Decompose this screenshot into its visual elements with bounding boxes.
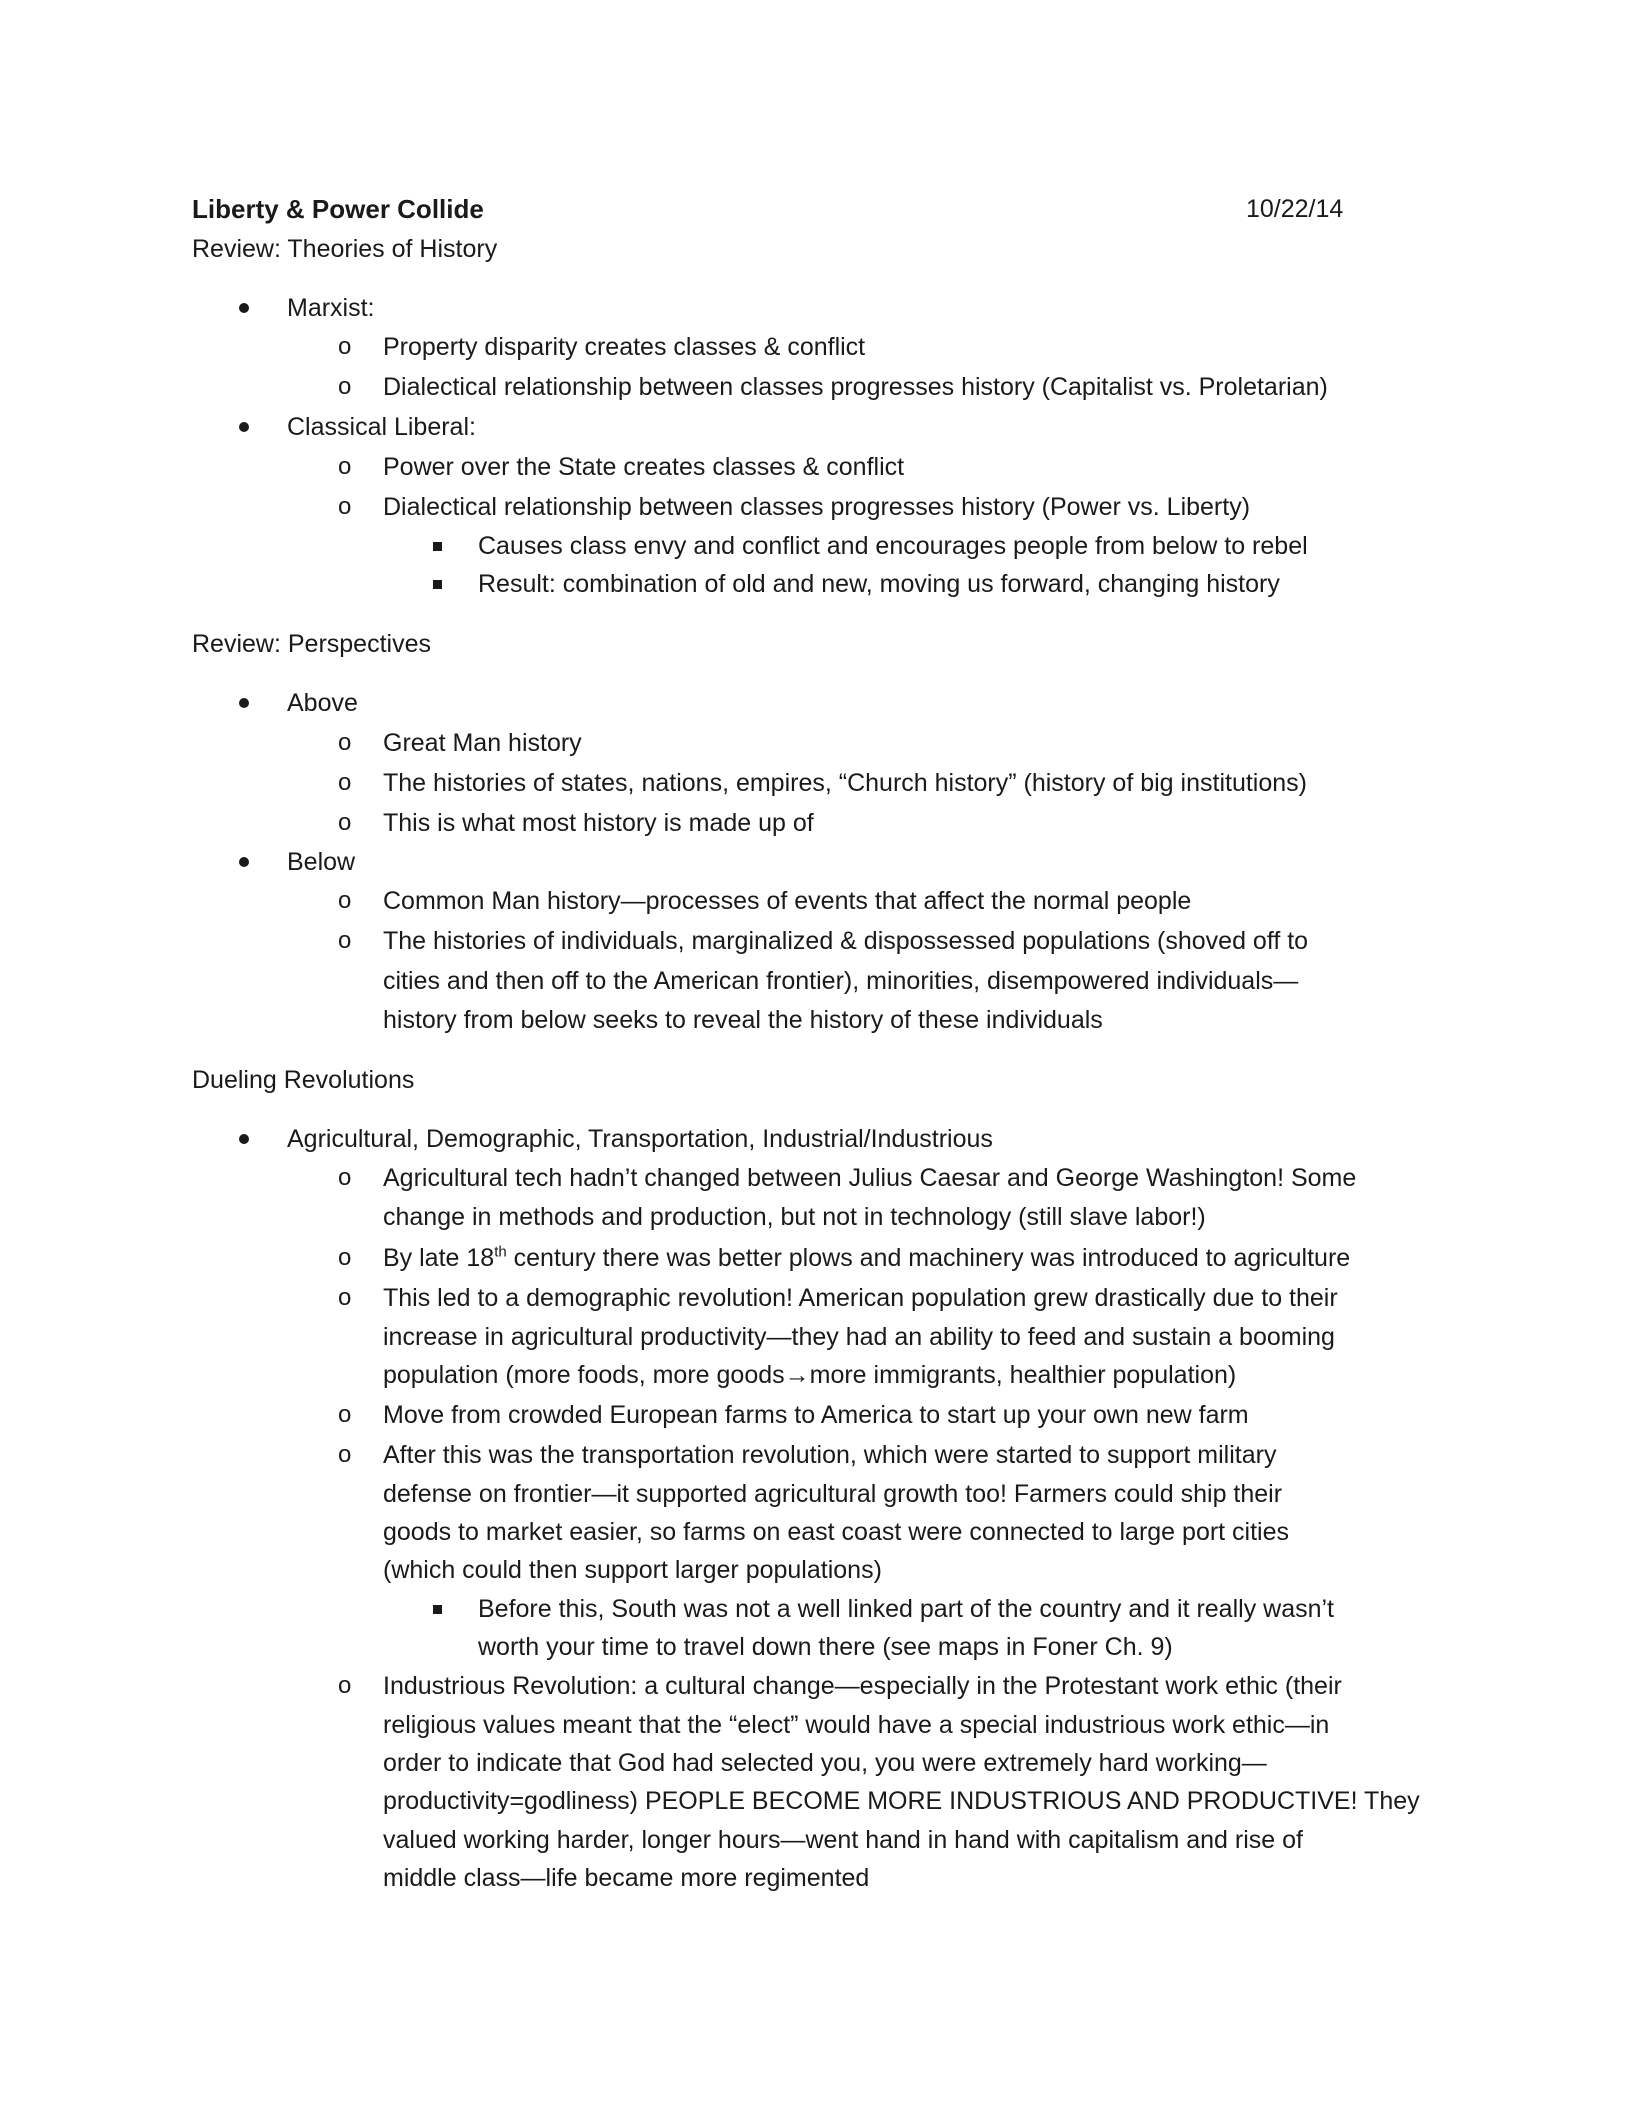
section-heading-perspectives: Review: Perspectives — [192, 630, 431, 658]
circle-bullet-icon: o — [338, 1672, 352, 1699]
bullet-below: Below — [287, 848, 356, 876]
circle-bullet-icon: o — [338, 333, 352, 360]
circle-bullet-icon: o — [338, 887, 352, 914]
sub-list-item: Result: combination of old and new, moving us forward, changing history — [478, 570, 1280, 598]
list-item: Power over the State creates classes & conflict — [383, 453, 905, 481]
list-item: Dialectical relationship between classes progresses history (Capitalist vs. Proletarian) — [383, 373, 1328, 401]
list-item-line: (which could then support larger populations) — [383, 1556, 882, 1584]
list-item-line: productivity=godliness) PEOPLE BECOME MORE INDUSTRIOUS AND PRODUCTIVE! They — [383, 1787, 1420, 1815]
document-date: 10/22/14 — [1246, 195, 1344, 223]
bullet-marxist: Marxist: — [287, 294, 375, 322]
list-item-line: valued working harder, longer hours—went hand in hand with capitalism and rise of — [383, 1826, 1303, 1854]
circle-bullet-icon: o — [338, 769, 352, 796]
list-item-line: religious values meant that the “elect” would have a special industrious work ethic—in — [383, 1711, 1330, 1739]
late-century-text-a: By late 18 — [383, 1244, 495, 1272]
list-item-line: order to indicate that God had selected you, you were extremely hard working— — [383, 1749, 1267, 1777]
section-heading-theories: Review: Theories of History — [192, 235, 498, 263]
list-item-line: After this was the transportation revolution, which were started to support military — [383, 1441, 1277, 1469]
list-item-line: goods to market easier, so farms on east coast were connected to large port cities — [383, 1518, 1290, 1546]
circle-bullet-icon: o — [338, 493, 352, 520]
list-item-line: increase in agricultural productivity—they had an ability to feed and sustain a booming — [383, 1323, 1335, 1351]
bullet-dot-icon — [239, 857, 249, 867]
list-item-line: change in methods and production, but not in technology (still slave labor!) — [383, 1203, 1206, 1231]
list-item-line: defense on frontier—it supported agricultural growth too! Farmers could ship their — [383, 1480, 1283, 1508]
square-bullet-icon — [433, 542, 442, 551]
sub-list-item: Causes class envy and conflict and encourages people from below to rebel — [478, 532, 1308, 560]
circle-bullet-icon: o — [338, 729, 352, 756]
list-item-line: This led to a demographic revolution! American population grew drastically due to their — [383, 1284, 1338, 1312]
list-item-line: Agricultural tech hadn’t changed between Julius Caesar and George Washington! Some — [383, 1164, 1357, 1192]
list-item — [383, 1241, 1350, 1275]
list-item: This is what most history is made up of — [383, 809, 814, 837]
list-item: Move from crowded European farms to America to start up your own new farm — [383, 1401, 1249, 1429]
list-item: The histories of states, nations, empires, “Church history” (history of big institutions) — [383, 769, 1307, 797]
circle-bullet-icon: o — [338, 453, 352, 480]
bullet-revolutions: Agricultural, Demographic, Transportation, Industrial/Industrious — [287, 1125, 993, 1153]
circle-bullet-icon: o — [338, 373, 352, 400]
list-item-line: population (more foods, more goods→more immigrants, healthier population) — [383, 1361, 1237, 1389]
bullet-dot-icon — [239, 1134, 249, 1144]
bullet-dot-icon — [239, 303, 249, 313]
bullet-classical-liberal: Classical Liberal: — [287, 413, 476, 441]
square-bullet-icon — [433, 580, 442, 589]
list-item-line: history from below seeks to reveal the history of these individuals — [383, 1006, 1103, 1034]
list-item: Common Man history—processes of events that affect the normal people — [383, 887, 1192, 915]
section-heading-dueling: Dueling Revolutions — [192, 1066, 415, 1094]
list-item: Dialectical relationship between classes progresses history (Power vs. Liberty) — [383, 493, 1251, 521]
circle-bullet-icon: o — [338, 809, 352, 836]
list-item-line: cities and then off to the American frontier), minorities, disempowered individuals— — [383, 967, 1299, 995]
circle-bullet-icon: o — [338, 1164, 352, 1191]
circle-bullet-icon: o — [338, 1441, 352, 1468]
bullet-dot-icon — [239, 698, 249, 708]
list-item: Property disparity creates classes & conflict — [383, 333, 866, 361]
bullet-dot-icon — [239, 422, 249, 432]
circle-bullet-icon: o — [338, 1244, 352, 1271]
sub-list-item-line: Before this, South was not a well linked part of the country and it really wasn’t — [478, 1595, 1335, 1623]
list-item-line: middle class—life became more regimented — [383, 1864, 870, 1892]
square-bullet-icon — [433, 1605, 442, 1614]
circle-bullet-icon: o — [338, 1284, 352, 1311]
bullet-above: Above — [287, 689, 358, 717]
sub-list-item-line: worth your time to travel down there (see maps in Foner Ch. 9) — [478, 1633, 1173, 1661]
ordinal-suffix: th — [494, 1243, 507, 1261]
circle-bullet-icon: o — [338, 927, 352, 954]
list-item-line: The histories of individuals, marginalized & dispossessed populations (shoved off to — [383, 927, 1309, 955]
circle-bullet-icon: o — [338, 1401, 352, 1428]
list-item-line: Industrious Revolution: a cultural change—especially in the Protestant work ethic (their — [383, 1672, 1342, 1700]
late-century-text-b: century there was better plows and machinery was introduced to agriculture — [506, 1244, 1351, 1272]
document-title: Liberty & Power Collide — [192, 194, 484, 224]
list-item: Great Man history — [383, 729, 582, 757]
